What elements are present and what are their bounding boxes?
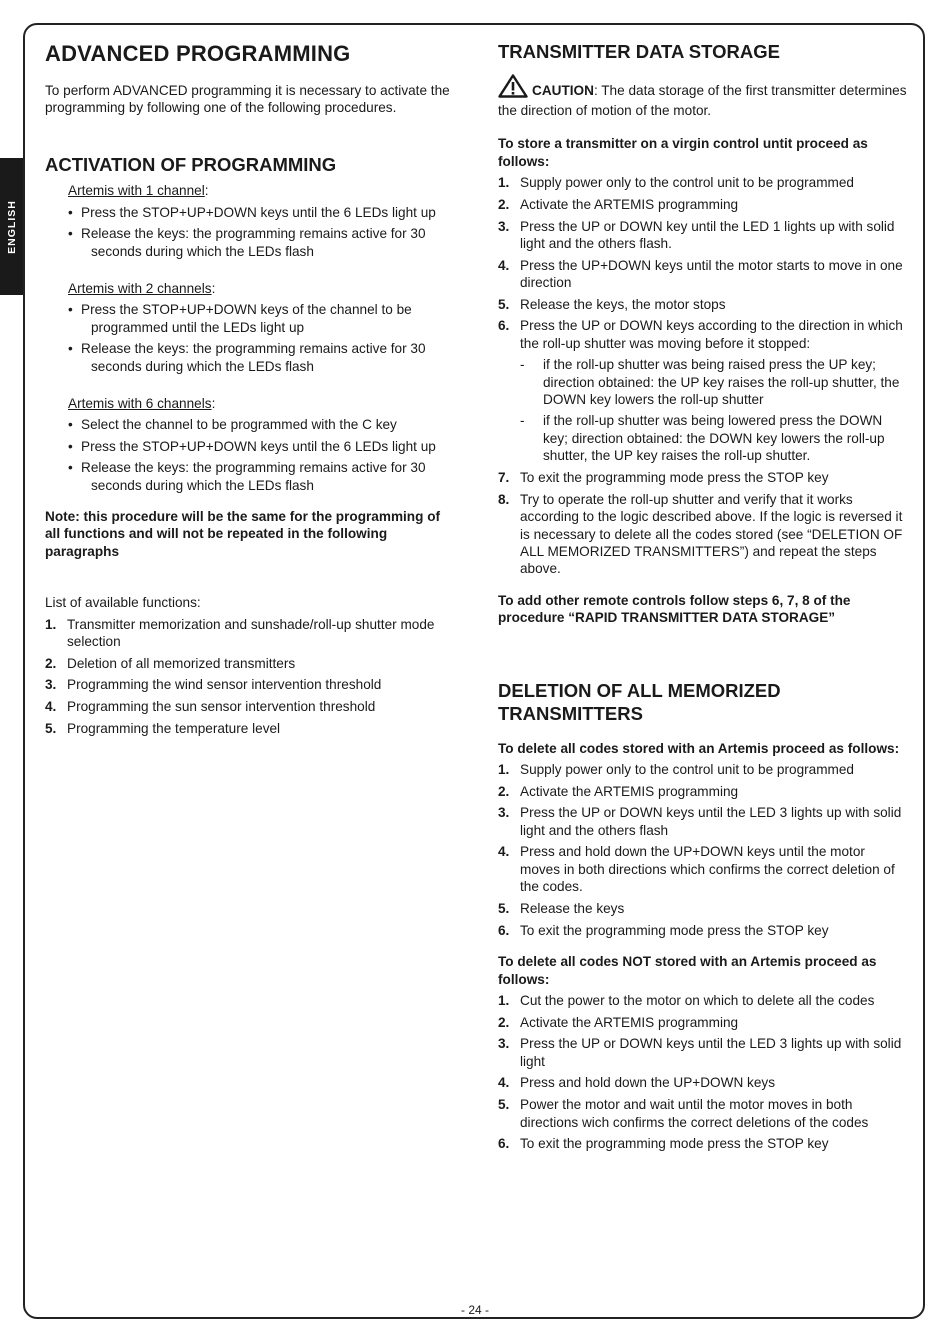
add-remotes-note: To add other remote controls follow steps 6, 7, 8 of the procedure “RAPID TRANSMITTER DATA STORAGE” (498, 592, 851, 626)
store-steps (498, 174, 908, 578)
group-label: Artemis with 2 channels: (68, 280, 216, 296)
list-item: • Press the STOP+UP+DOWN keys of the channel to be programmed until the LEDs light up (45, 301, 450, 336)
list-item: 4. Press the UP+DOWN keys until the motor starts to move in one direction (498, 257, 903, 291)
delete-not-stored-heading: To delete all codes NOT stored with an Artemis proceed as follows: (498, 954, 877, 987)
list-item: 1. Supply power only to the control unit to be programmed (498, 761, 854, 777)
list-item: 1. Supply power only to the control unit to be programmed (498, 175, 854, 191)
delete-stored-heading: To delete all codes stored with an Artemis proceed as follows: (498, 740, 900, 756)
list-item: • Press the STOP+UP+DOWN keys until the 6 LEDs light up (45, 204, 450, 221)
list-item: 6. To exit the programming mode press the STOP key (498, 922, 829, 938)
list-item: 1. Cut the power to the motor on which to delete all the codes (498, 992, 875, 1008)
activation-group-2ch (45, 280, 450, 375)
functions-intro: List of available functions: (45, 595, 201, 611)
list-item: 2. Deletion of all memorized transmitters (45, 655, 296, 671)
left-column (45, 30, 450, 742)
list-item: 4. Press and hold down the UP+DOWN keys (498, 1075, 775, 1091)
list-item: 7. To exit the programming mode press the STOP key (498, 470, 829, 485)
caution-paragraph (498, 74, 908, 120)
caution-label: CAUTION (532, 82, 594, 98)
activation-group-1ch (45, 182, 450, 260)
list-item: 3. Press the UP or DOWN keys until the LED 3 lights up with solid light and the others flash (498, 805, 902, 838)
list-item: 4. Press and hold down the UP+DOWN keys until the motor moves in both directions which confirms the correct deletion of the codes. (498, 844, 895, 895)
list-item: 8. Try to operate the roll-up shutter and verify that it works according to the logic described above. If the logic is reversed it is necessary to delete all the codes stored (see “DELETION OF ALL MEMORIZED TRANSMITTERS”) and repeat the steps above. (498, 491, 903, 577)
intro-paragraph: To perform ADVANCED programming it is necessary to activate the programming by following one of the following procedures. (45, 83, 450, 116)
list-item: 2. Activate the ARTEMIS programming (498, 783, 739, 799)
delete-not-stored-steps (498, 992, 908, 1153)
list-item: 6. Press the UP or DOWN keys according to the direction in which the roll-up shutter was moving before it stopped: - if the roll-up shutter was being raised press the UP key; direction obtained: the UP key raises the roll-up shutter, the DOWN key lowers the roll-up shutter - if the roll-up shutter was being lowered press the DOWN key; direction obtained: the DOWN key lowers the roll-up shutter, the UP key raises the roll-up shutter. (498, 317, 908, 464)
list-item: • Release the keys: the programming remains active for 30 seconds during which the LEDs flash (45, 459, 450, 494)
page-number: - 24 - (460, 1303, 489, 1317)
activation-heading: ACTIVATION OF PROGRAMMING (45, 153, 337, 175)
deletion-heading: DELETION OF ALL MEMORIZED TRANSMITTERS (498, 679, 781, 725)
list-item: 5. Release the keys, the motor stops (498, 296, 726, 312)
language-tab (0, 158, 23, 295)
functions-list (45, 616, 450, 738)
storage-heading: TRANSMITTER DATA STORAGE (498, 41, 780, 62)
warning-triangle-icon (498, 74, 528, 102)
list-item: 5. Programming the temperature level (45, 720, 281, 736)
caution-text: : The data storage of the first transmitter determines the direction of motion of the motor. (498, 82, 907, 118)
list-item: 2. Activate the ARTEMIS programming (498, 196, 739, 212)
list-item: 1. Transmitter memorization and sunshade/roll-up shutter mode selection (45, 616, 435, 650)
sub-list-item: - if the roll-up shutter was being raised press the UP key; direction obtained: the UP key raises the roll-up shutter, the DOWN key lowers the roll-up shutter (520, 356, 908, 408)
list-item: • Press the STOP+UP+DOWN keys until the 6 LEDs light up (45, 438, 450, 455)
list-item: • Select the channel to be programmed with the C key (45, 416, 450, 433)
delete-stored-steps (498, 761, 908, 939)
page-title: ADVANCED PROGRAMMING (45, 41, 351, 66)
list-item: 3. Press the UP or DOWN key until the LED 1 lights up with solid light and the others flash. (498, 218, 895, 251)
list-item: 3. Press the UP or DOWN keys until the LED 3 lights up with solid light (498, 1036, 902, 1069)
activation-group-6ch (45, 395, 450, 494)
list-item: 2. Activate the ARTEMIS programming (498, 1014, 739, 1030)
list-item: 4. Programming the sun sensor intervention threshold (45, 699, 376, 715)
step6-sublist (520, 356, 908, 464)
language-tab-label: ENGLISH (5, 199, 18, 254)
list-item: 5. Power the motor and wait until the motor moves in both directions wich confirms the correct deletions of the codes (498, 1097, 869, 1130)
list-item: 5. Release the keys (498, 900, 625, 916)
list-item: 6. To exit the programming mode press the STOP key (498, 1136, 829, 1152)
list-item: • Release the keys: the programming remains active for 30 seconds during which the LEDs flash (45, 225, 450, 260)
list-item: 3. Programming the wind sensor intervention threshold (45, 677, 382, 693)
group-label: Artemis with 1 channel: (68, 183, 209, 199)
group-label: Artemis with 6 channels: (68, 395, 216, 411)
list-item: • Release the keys: the programming remains active for 30 seconds during which the LEDs flash (45, 340, 450, 375)
right-column (498, 30, 908, 1157)
store-heading: To store a transmitter on a virgin control untit proceed as follows: (498, 136, 868, 169)
procedure-note: Note: this procedure will be the same for the programming of all functions and will not be repeated in the following paragraphs (45, 509, 441, 559)
sub-list-item: - if the roll-up shutter was being lowered press the DOWN key; direction obtained: the DOWN key lowers the roll-up shutter, the UP key raises the roll-up shutter. (520, 412, 908, 464)
